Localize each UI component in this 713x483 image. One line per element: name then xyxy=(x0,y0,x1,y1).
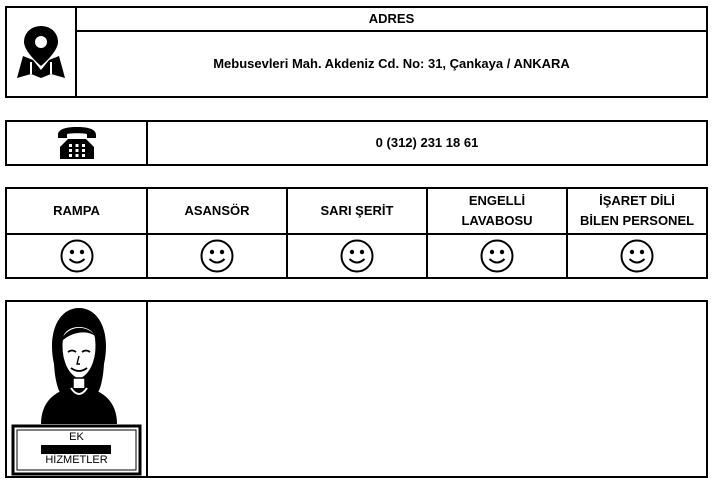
smiley-icon xyxy=(428,235,566,277)
phone-section xyxy=(5,120,708,166)
header-engelli-lavabosu xyxy=(428,189,566,233)
header-rampa xyxy=(7,189,146,233)
smiley-icon xyxy=(568,235,706,277)
header-label: RAMPA xyxy=(53,203,100,218)
extra-services-sign xyxy=(13,431,140,467)
smiley-icon xyxy=(148,235,286,277)
phone-value: 0 (312) 231 18 61 xyxy=(375,135,479,150)
sign-line2: HİZMETLER xyxy=(45,454,108,466)
service-person-icon xyxy=(7,302,146,476)
header-sari-serit xyxy=(288,189,426,233)
map-pin-icon xyxy=(7,8,75,96)
extra-services-content xyxy=(148,302,706,476)
smiley-icon xyxy=(7,235,146,277)
header-label: SARI ŞERİT xyxy=(320,203,394,218)
header-label: ENGELLİ xyxy=(468,193,526,208)
telephone-icon xyxy=(7,122,146,164)
header-label: İŞARET DİLİ xyxy=(599,193,675,208)
header-label: LAVABOSU xyxy=(461,213,533,228)
header-isaret-dili xyxy=(568,189,706,233)
header-label: ASANSÖR xyxy=(184,203,250,218)
sign-line1: EK xyxy=(69,431,84,443)
address-value: Mebusevleri Mah. Akdeniz Cd. No: 31, Çankaya / ANKARA xyxy=(213,56,570,71)
accessibility-table xyxy=(5,187,708,279)
address-header: ADRES xyxy=(368,11,415,26)
address-section xyxy=(5,6,708,98)
header-label: BİLEN PERSONEL xyxy=(579,213,695,228)
header-asansor xyxy=(148,189,286,233)
smiley-icon xyxy=(288,235,426,277)
extra-services-section xyxy=(5,300,708,478)
